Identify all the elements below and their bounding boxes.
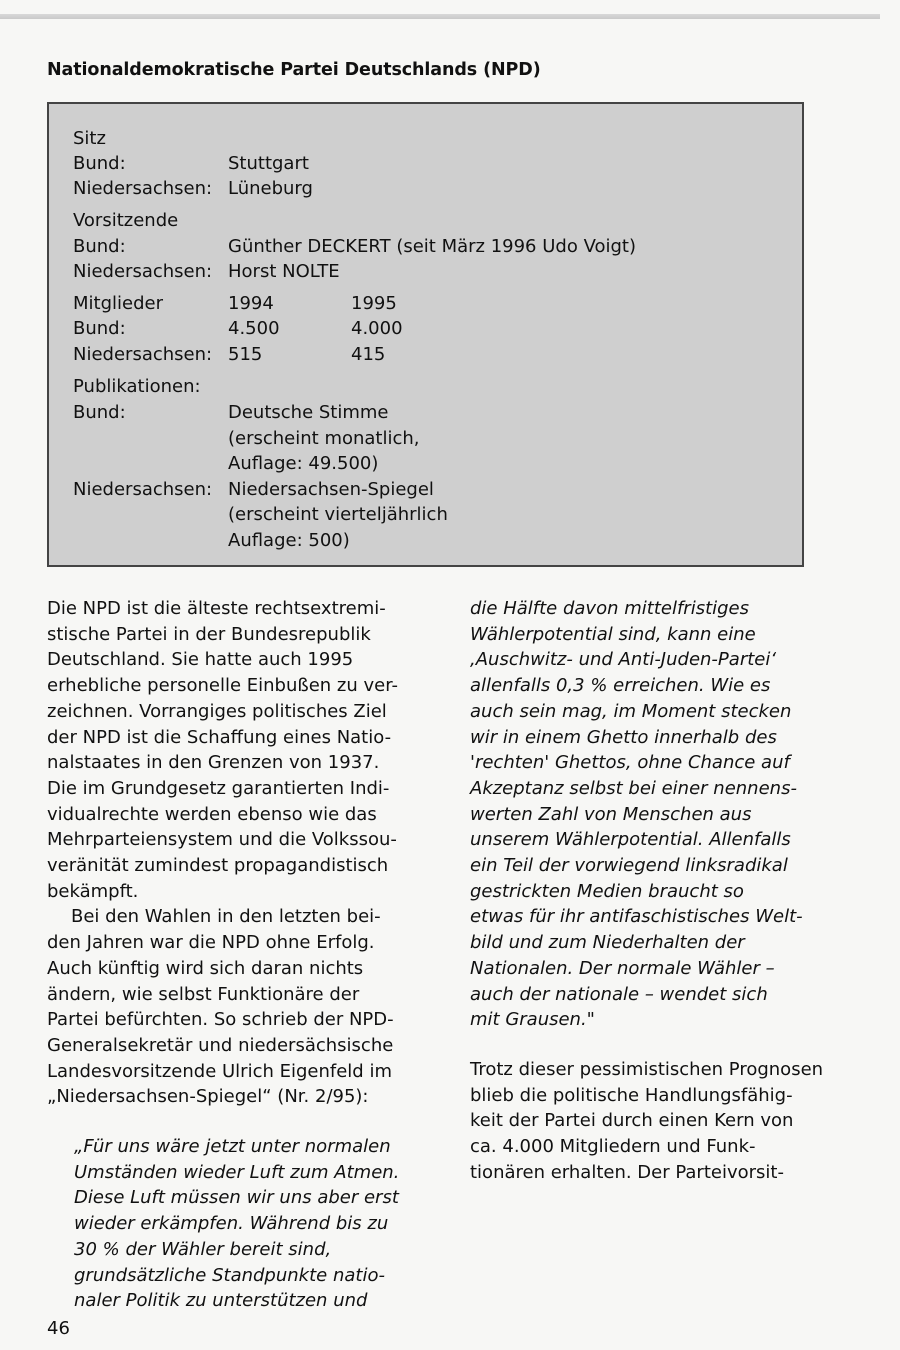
publikationen-label: Publikationen: bbox=[73, 376, 201, 397]
text-line: der NPD ist die Schaffung eines Natio- bbox=[47, 726, 392, 748]
publikationen-bund-line: Deutsche Stimme bbox=[228, 402, 389, 423]
quote-line: Akzeptanz selbst bei einer nennens- bbox=[470, 777, 797, 799]
publikationen-nds-label: Niedersachsen: bbox=[73, 479, 213, 500]
quote-line: die Hälfte davon mittelfristiges bbox=[470, 598, 750, 619]
quote-line: unserem Wählerpotential. Allenfalls bbox=[470, 829, 791, 851]
vorsitzende-bund-label: Bund: bbox=[73, 236, 126, 257]
publikationen-bund-label: Bund: bbox=[73, 402, 126, 423]
quote-line: Diese Luft müssen wir uns aber erst bbox=[74, 1187, 399, 1209]
quote-line: mit Grausen." bbox=[470, 1009, 595, 1031]
text-line: Bei den Wahlen in den letzten bei- bbox=[71, 906, 381, 928]
quote-line: gestrickten Medien braucht so bbox=[470, 880, 744, 902]
text-line: tionären erhalten. Der Parteivorsit- bbox=[470, 1161, 784, 1183]
quote-line: etwas für ihr antifaschistisches Welt- bbox=[470, 906, 803, 928]
text-line: vidualrechte werden ebenso wie das bbox=[47, 803, 377, 825]
sitz-nds-value: Lüneburg bbox=[228, 178, 313, 199]
text-line: stische Partei in der Bundesrepublik bbox=[47, 623, 371, 645]
mitglieder-year-1995: 1995 bbox=[351, 293, 397, 314]
sitz-bund-label: Bund: bbox=[73, 153, 126, 174]
vorsitzende-bund-value: Günther DECKERT (seit März 1996 Udo Voigt) bbox=[228, 236, 637, 257]
publikationen-bund-line: (erscheint monatlich, bbox=[228, 428, 420, 449]
section-heading: Nationaldemokratische Partei Deutschlands (NPD) bbox=[47, 60, 541, 80]
mitglieder-nds-1994: 515 bbox=[228, 344, 263, 365]
fact-box bbox=[47, 102, 804, 567]
text-line: Trotz dieser pessimistischen Prognosen bbox=[470, 1058, 824, 1080]
text-line: zeichnen. Vorrangiges politisches Ziel bbox=[47, 700, 387, 722]
paragraph-intro bbox=[47, 596, 427, 904]
text-line: erhebliche personelle Einbußen zu ver- bbox=[47, 675, 398, 697]
quote-line: allenfalls 0,3 % erreichen. Wie es bbox=[470, 675, 771, 697]
quote-line: 30 % der Wähler bereit sind, bbox=[74, 1238, 332, 1260]
text-line: ändern, wie selbst Funktionäre der bbox=[47, 983, 360, 1005]
sitz-nds-label: Niedersachsen: bbox=[73, 178, 213, 199]
mitglieder-nds-label: Niedersachsen: bbox=[73, 344, 213, 365]
text-line: Deutschland. Sie hatte auch 1995 bbox=[47, 649, 354, 671]
quote-line: Wählerpotential sind, kann eine bbox=[470, 623, 756, 645]
text-line: Die NPD ist die älteste rechtsextremi- bbox=[47, 598, 386, 619]
quote-line: naler Politik zu unterstützen und bbox=[74, 1290, 368, 1312]
text-line: Auch künftig wird sich daran nichts bbox=[47, 957, 364, 979]
publikationen-nds-line: Auflage: 500) bbox=[228, 530, 350, 551]
mitglieder-bund-label: Bund: bbox=[73, 318, 126, 339]
quote-line: „Für uns wäre jetzt unter normalen bbox=[74, 1136, 391, 1158]
vorsitzende-nds-label: Niedersachsen: bbox=[73, 261, 213, 282]
mitglieder-nds-1995: 415 bbox=[351, 344, 386, 365]
quote-line: 'rechten' Ghettos, ohne Chance auf bbox=[470, 752, 790, 774]
quote-line: ‚Auschwitz- und Anti-Juden-Partei‘ bbox=[470, 649, 777, 671]
quote-line: auch sein mag, im Moment stecken bbox=[470, 700, 792, 722]
text-line: ca. 4.000 Mitgliedern und Funk- bbox=[470, 1136, 756, 1158]
text-line: bekämpft. bbox=[47, 880, 139, 902]
quote-block-continued bbox=[470, 596, 830, 1033]
quote-line: wir in einem Ghetto innerhalb des bbox=[470, 726, 777, 748]
sitz-label: Sitz bbox=[73, 128, 106, 149]
text-line: Landesvorsitzende Ulrich Eigenfeld im bbox=[47, 1060, 392, 1082]
right-column bbox=[470, 596, 830, 1185]
vorsitzende-nds-value: Horst NOLTE bbox=[228, 261, 340, 282]
top-rule bbox=[0, 14, 880, 19]
quote-line: werten Zahl von Menschen aus bbox=[470, 803, 752, 825]
publikationen-nds-line: Niedersachsen-Spiegel bbox=[228, 479, 434, 500]
quote-line: grundsätzliche Standpunkte natio- bbox=[74, 1264, 385, 1286]
sitz-bund-value: Stuttgart bbox=[228, 153, 309, 174]
quote-line: Umständen wieder Luft zum Atmen. bbox=[74, 1161, 400, 1183]
mitglieder-bund-1994: 4.500 bbox=[228, 318, 280, 339]
quote-line: ein Teil der vorwiegend linksradikal bbox=[470, 855, 788, 877]
text-line: Generalsekretär und niedersächsische bbox=[47, 1034, 394, 1056]
quote-line: Nationalen. Der normale Wähler – bbox=[470, 957, 775, 979]
paragraph-prognosis bbox=[470, 1057, 830, 1186]
page-number: 46 bbox=[47, 1318, 70, 1339]
text-line: veränität zumindest propagandistisch bbox=[47, 855, 389, 877]
mitglieder-label: Mitglieder bbox=[73, 293, 163, 314]
quote-block-start bbox=[47, 1134, 427, 1314]
paragraph-elections bbox=[47, 904, 427, 1110]
text-line: blieb die politische Handlungsfähig- bbox=[470, 1084, 793, 1106]
publikationen-bund-line: Auflage: 49.500) bbox=[228, 453, 379, 474]
quote-line: auch der nationale – wendet sich bbox=[470, 983, 768, 1005]
text-line: Mehrparteiensystem und die Volkssou- bbox=[47, 829, 397, 851]
text-line: „Niedersachsen-Spiegel“ (Nr. 2/95): bbox=[47, 1086, 369, 1108]
mitglieder-bund-1995: 4.000 bbox=[351, 318, 403, 339]
text-line: keit der Partei durch einen Kern von bbox=[470, 1110, 794, 1132]
publikationen-nds-line: (erscheint vierteljährlich bbox=[228, 504, 448, 525]
vorsitzende-label: Vorsitzende bbox=[73, 210, 179, 231]
mitglieder-year-1994: 1994 bbox=[228, 293, 274, 314]
text-line: nalstaates in den Grenzen von 1937. bbox=[47, 752, 380, 774]
left-column bbox=[47, 596, 427, 1314]
text-line: Partei befürchten. So schrieb der NPD- bbox=[47, 1009, 394, 1031]
text-line: den Jahren war die NPD ohne Erfolg. bbox=[47, 932, 375, 954]
quote-line: wieder erkämpfen. Während bis zu bbox=[74, 1213, 389, 1235]
text-line: Die im Grundgesetz garantierten Indi- bbox=[47, 777, 390, 799]
quote-line: bild und zum Niederhalten der bbox=[470, 932, 745, 954]
